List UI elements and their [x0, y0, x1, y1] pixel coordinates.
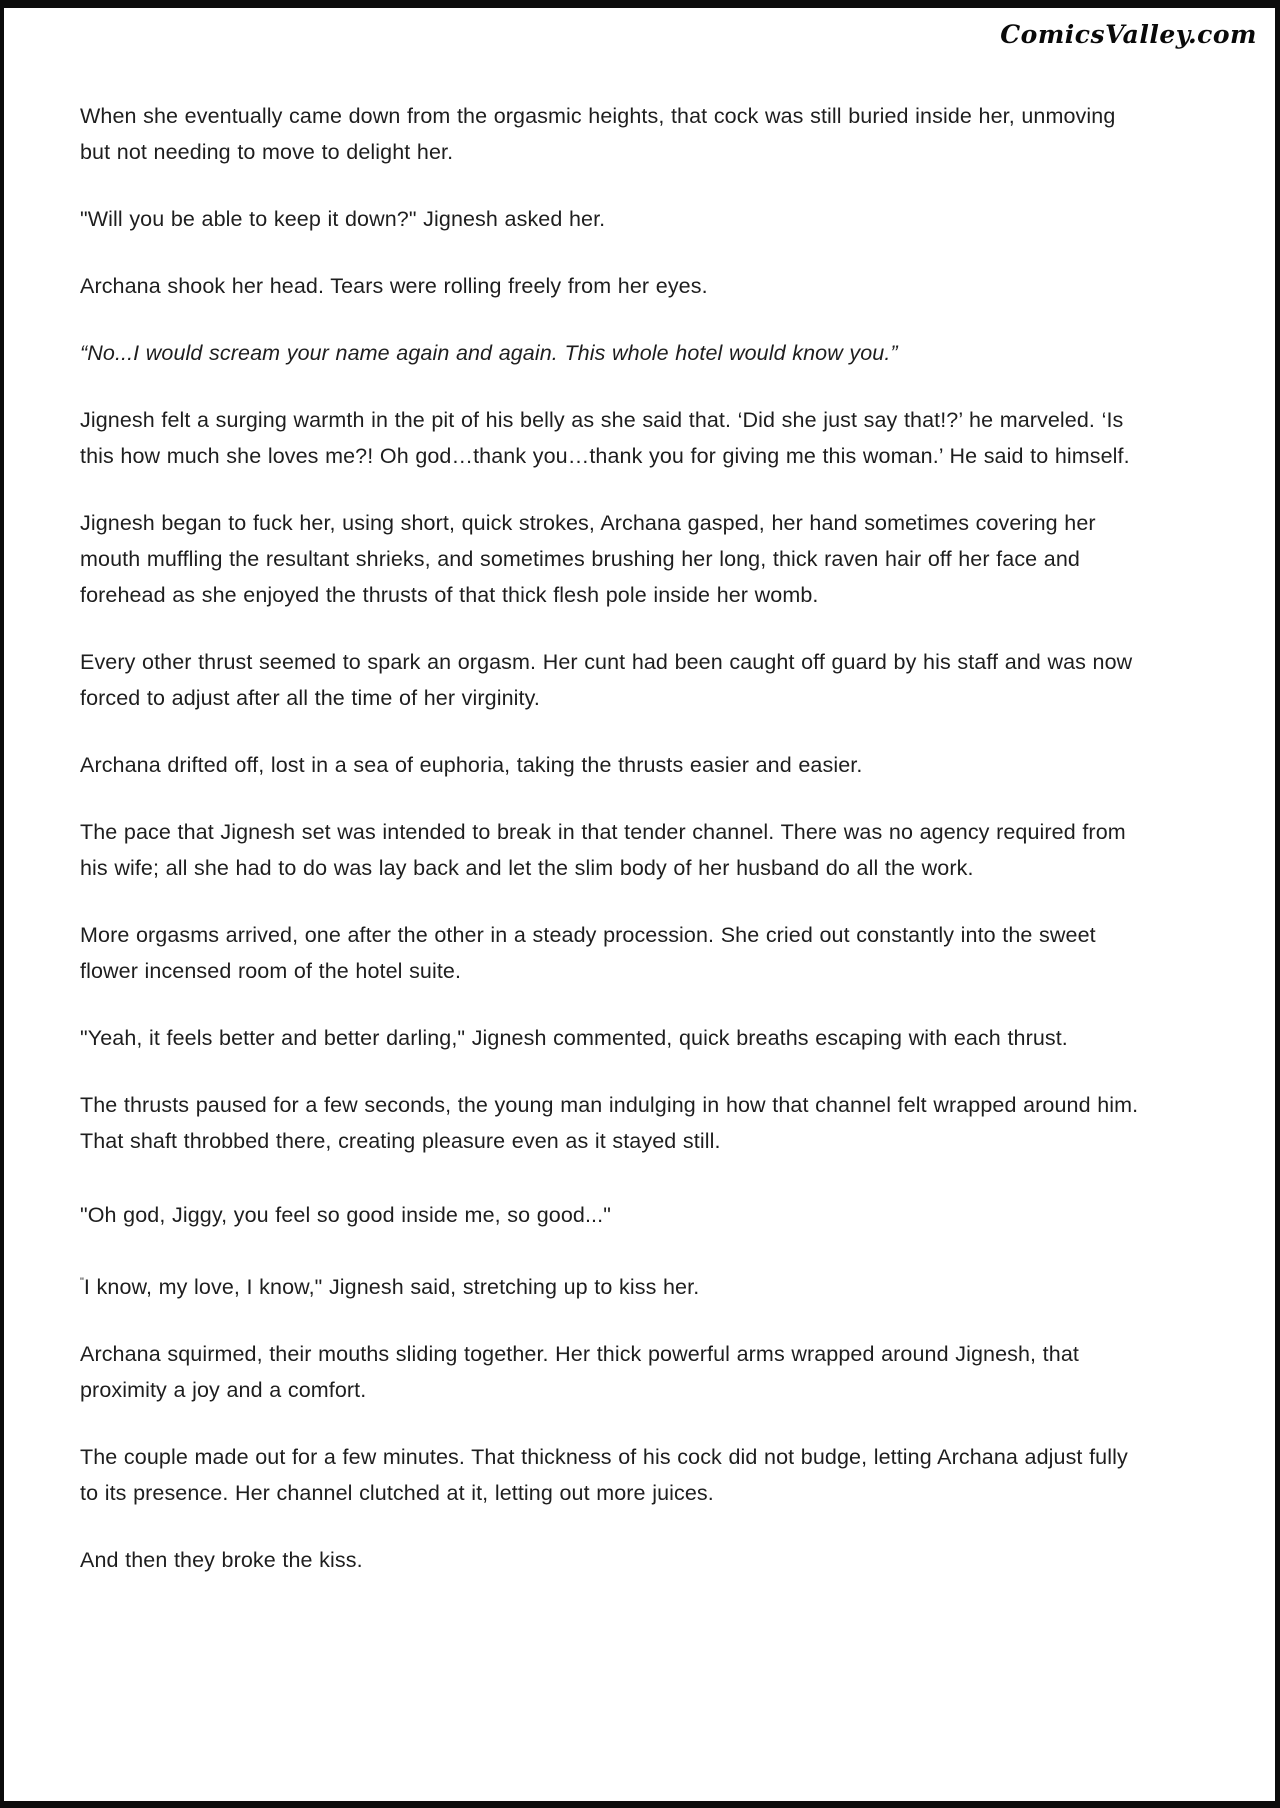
paragraph: The couple made out for a few minutes. That thickness of his cock did not budge, letting Archana adjust fully to its presence. Her channel clutched at it, letting out more juices.: [80, 1445, 1128, 1505]
paragraph: Archana shook her head. Tears were rolling freely from her eyes.: [80, 274, 708, 298]
paragraph: And then they broke the kiss.: [80, 1548, 363, 1572]
paragraph: "Oh god, Jiggy, you feel so good inside me, so good...": [80, 1203, 611, 1227]
story-text: [4, 8, 1275, 1578]
paragraph: When she eventually came down from the orgasmic heights, that cock was still buried inside her, unmoving but not needing to move to delight her.: [80, 104, 1116, 164]
paragraph: “No...I would scream your name again and again. This whole hotel would know you.”: [80, 341, 898, 365]
paragraph: Jignesh felt a surging warmth in the pit of his belly as she said that. ‘Did she just say that!?’ he marveled. ‘Is this how much she loves me?! Oh god…thank you…thank you for giving me this woman.’ He said to himself.: [80, 408, 1130, 468]
site-logo: ComicsValley.com: [1000, 20, 1257, 49]
paragraph: Every other thrust seemed to spark an orgasm. Her cunt had been caught off guard by his staff and was now forced to adjust after all the time of her virginity.: [80, 650, 1133, 710]
paragraph: The thrusts paused for a few seconds, the young man indulging in how that channel felt wrapped around him. That shaft throbbed there, creating pleasure even as it stayed still.: [80, 1093, 1139, 1153]
paragraph: "Yeah, it feels better and better darling," Jignesh commented, quick breaths escaping with each thrust.: [80, 1026, 1068, 1050]
paragraph: "Will you be able to keep it down?" Jignesh asked her.: [80, 207, 606, 231]
paragraph: Archana drifted off, lost in a sea of euphoria, taking the thrusts easier and easier.: [80, 753, 863, 777]
tiny-quote-mark: ": [80, 1276, 84, 1288]
paragraph: "I know, my love, I know," Jignesh said, stretching up to kiss her.: [80, 1275, 700, 1299]
paragraph: More orgasms arrived, one after the other in a steady procession. She cried out constantly into the sweet flower incensed room of the hotel suite.: [80, 923, 1096, 983]
paragraph: Jignesh began to fuck her, using short, quick strokes, Archana gasped, her hand sometimes covering her mouth muffling the resultant shrieks, and sometimes brushing her long, thick raven hair off her face and forehead as she enjoyed the thrusts of that thick flesh pole inside her womb.: [80, 511, 1096, 607]
paragraph: The pace that Jignesh set was intended to break in that tender channel. There was no agency required from his wife; all she had to do was lay back and let the slim body of her husband do all the work.: [80, 820, 1126, 880]
paragraph: Archana squirmed, their mouths sliding together. Her thick powerful arms wrapped around Jignesh, that proximity a joy and a comfort.: [80, 1342, 1079, 1402]
